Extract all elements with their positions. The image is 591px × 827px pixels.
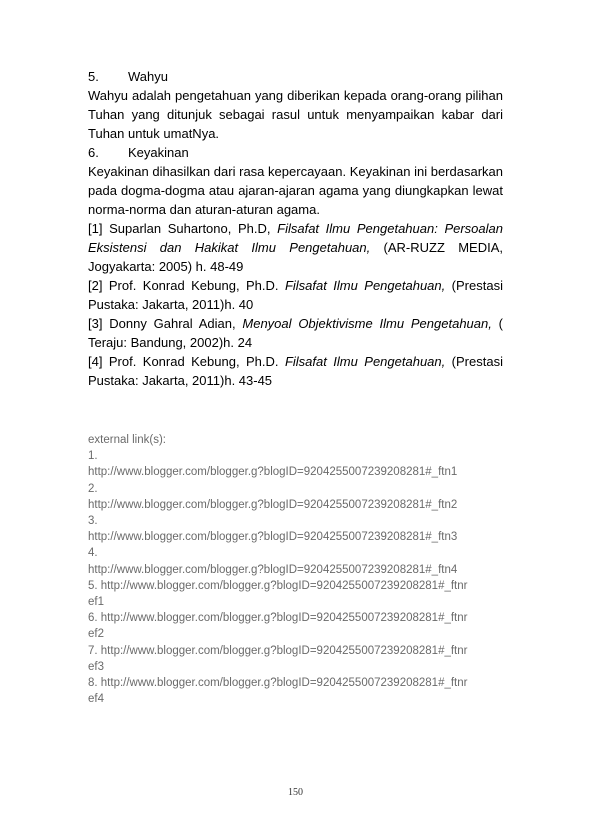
external-links-heading: external link(s): — [88, 434, 166, 446]
footnote-author: [1] Suparlan Suhartono, Ph.D, — [88, 221, 278, 236]
footnote-4 — [88, 352, 503, 390]
footnote-title: Filsafat Ilmu Pengetahuan, — [284, 278, 446, 293]
footnote-title: Filsafat Ilmu Pengetahuan, — [284, 354, 446, 369]
section-heading-keyakinan — [88, 143, 503, 162]
footnote-2 — [88, 276, 503, 314]
external-link-7[interactable]: 7. http://www.blogger.com/blogger.g?blogID=9204255007239208281#_ftnr ef3 — [88, 644, 468, 673]
footnote-publication: (Prestasi Pustaka: Jakarta, 2011)h. 43-45 — [88, 354, 503, 388]
external-link-4[interactable]: 4. http://www.blogger.com/blogger.g?blogID=9204255007239208281#_ftn4 — [88, 547, 458, 576]
footnote-author: [2] Prof. Konrad Kebung, Ph.D. — [88, 278, 285, 293]
external-link-3[interactable]: 3. http://www.blogger.com/blogger.g?blogID=9204255007239208281#_ftn3 — [88, 515, 458, 544]
footnote-publication: ( Teraju: Bandung, 2002)h. 24 — [88, 316, 503, 350]
footnote-publication: (AR-RUZZ MEDIA, Jogyakarta: 2005) h. 48-49 — [88, 240, 503, 274]
section-heading-wahyu — [88, 67, 503, 86]
section-title: Keyakinan — [128, 145, 189, 160]
section-number: 5. — [88, 69, 99, 84]
main-content — [88, 67, 503, 390]
section-title: Wahyu — [128, 69, 168, 84]
footnote-author: [3] Donny Gahral Adian, — [88, 316, 243, 331]
external-link-2[interactable]: 2. http://www.blogger.com/blogger.g?blogID=9204255007239208281#_ftn2 — [88, 482, 458, 511]
page-number: 150 — [288, 787, 303, 798]
external-links — [88, 432, 508, 707]
footnote-title: Filsafat Ilmu Pengetahuan: Persoalan Eksistensi dan Hakikat Ilmu Pengetahuan, — [88, 221, 503, 255]
section-body-keyakinan: Keyakinan dihasilkan dari rasa kepercayaan. Keyakinan ini berdasarkan pada dogma-dogma atau ajaran-ajaran agama yang diungkapkan lewat norma-norma dan aturan-aturan agama. — [88, 164, 503, 217]
section-body-wahyu: Wahyu adalah pengetahuan yang diberikan kepada orang-orang pilihan Tuhan yang ditunjuk sebagai rasul untuk menyampaikan kabar dari Tuhan untuk umatNya. — [88, 88, 503, 141]
footnote-3 — [88, 314, 503, 352]
footnote-publication: (Prestasi Pustaka: Jakarta, 2011)h. 40 — [88, 278, 503, 312]
external-link-5[interactable]: 5. http://www.blogger.com/blogger.g?blogID=9204255007239208281#_ftnr ef1 — [88, 579, 468, 609]
footnote-author: [4] Prof. Konrad Kebung, Ph.D. — [88, 354, 285, 369]
section-number: 6. — [88, 145, 99, 160]
external-link-8[interactable]: 8. http://www.blogger.com/blogger.g?blogID=9204255007239208281#_ftnr ef4 — [88, 677, 468, 706]
footnote-title: Menyoal Objektivisme Ilmu Pengetahuan, — [242, 316, 492, 331]
external-link-6[interactable]: 6. http://www.blogger.com/blogger.g?blogID=9204255007239208281#_ftnr ef2 — [88, 612, 468, 641]
external-link-1[interactable]: 1. http://www.blogger.com/blogger.g?blogID=9204255007239208281#_ftn1 — [88, 450, 458, 479]
footnote-1 — [88, 219, 503, 276]
